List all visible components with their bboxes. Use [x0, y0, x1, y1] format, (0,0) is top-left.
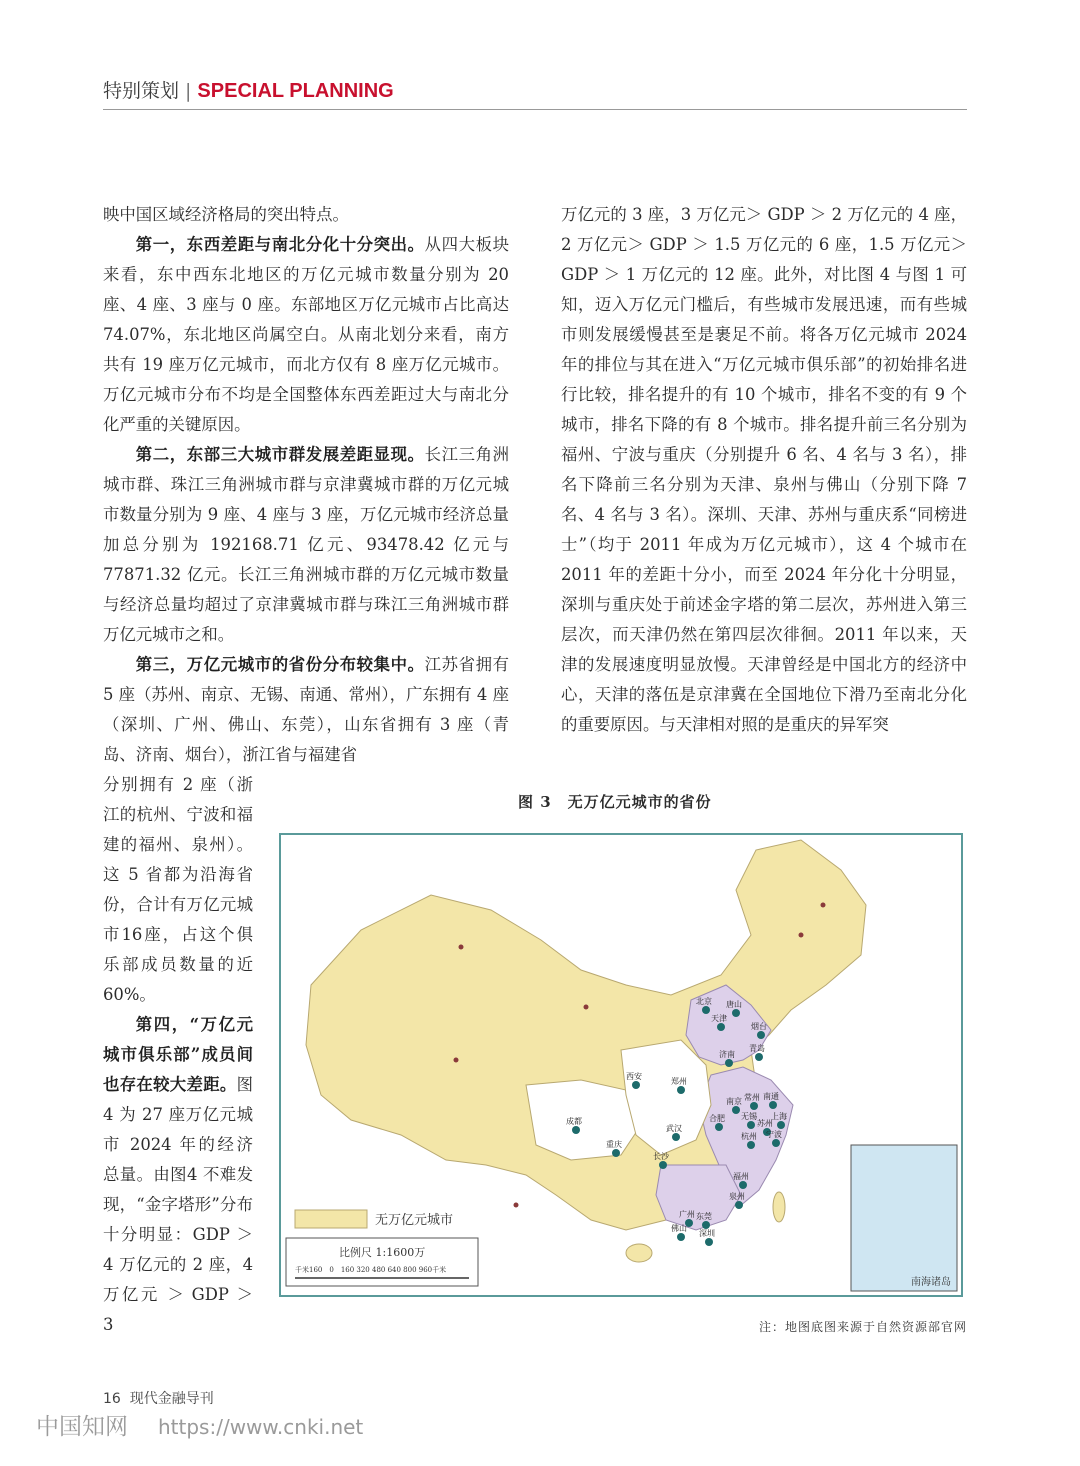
figure-title: 图 3 无万亿元城市的省份 [518, 793, 712, 811]
city-label: 北京 [696, 997, 712, 1006]
city-marker [757, 1031, 765, 1039]
journal-name: 现代金融导刊 [129, 1391, 214, 1407]
city-label: 烟台 [751, 1022, 767, 1031]
header-separator: | [185, 80, 192, 102]
city-marker [677, 1233, 685, 1241]
city-marker [735, 1201, 743, 1209]
city-marker [747, 1141, 755, 1149]
header-rule [103, 109, 967, 110]
city-marker [732, 1009, 740, 1017]
city-label: 重庆 [606, 1140, 622, 1149]
city-marker [672, 1133, 680, 1141]
city-label: 东莞 [696, 1212, 712, 1221]
city-label: 济南 [719, 1050, 735, 1059]
left-column [103, 200, 509, 770]
scale-ticks: 千米160 0 160 320 480 640 800 960千米 [295, 1266, 447, 1274]
legend-label: 无万亿元城市 [375, 1213, 454, 1228]
section-title-cn: 特别策划 [103, 80, 180, 102]
city-marker [702, 1221, 710, 1229]
city-label: 南京 [726, 1097, 742, 1106]
map-hainan [626, 1244, 652, 1262]
city-marker [739, 1181, 747, 1189]
city-marker [572, 1126, 580, 1134]
watermark [36, 1408, 363, 1441]
city-label: 苏州 [757, 1119, 773, 1128]
heading-fourth: 第四，“万亿元城市俱乐部”成员间也存在较大差距。 [103, 1015, 253, 1094]
map-west-city-region [526, 1080, 641, 1160]
city-label: 武汉 [666, 1124, 682, 1133]
watermark-brand: 中国知网 [36, 1414, 128, 1440]
map-no-city-region [306, 840, 866, 1230]
city-label: 成都 [566, 1117, 582, 1126]
scale-title: 比例尺 1:1600万 [339, 1246, 426, 1259]
section-title-en: SPECIAL PLANNING [197, 80, 394, 102]
paragraph-right: 万亿元的 3 座，3 万亿元＞ GDP ＞ 2 万亿元的 4 座，2 万亿元＞ GDP ＞ 1.5 万亿元的 6 座，1.5 万亿元＞ GDP ＞ 1 万亿元的 12 座。此外，对比图 4 与图 1 可知，迈入万亿元门槛后，有些城市发展迅速，而有些城市则发展缓慢甚至是裹足不前。将各万亿元城市 2024 年的排位与其在进入“万亿元城市俱乐部”的初始排名进行比较，排名提升的有 10 个城市，排名不变的有 9 个城市，排名下降的有 8 个城市。排名提升前三名分别为福州、宁波与重庆（分别提升 6 名、4 名与 3 名），排名下降前三名分别为天津、泉州与佛山（分别下降 7 名、4 名与 3 名）。深圳、天津、苏州与重庆系“同榜进士”（均于 2011 年成为万亿元城市），这 4 个城市在 2011 年的差距十分小，而至 2024 年分化十分明显，深圳与重庆处于前述金字塔的第二层次，苏州进入第三层次，而天津仍然在第四层次徘徊。2011 年以来，天津的发展速度明显放慢。天津曾经是中国北方的经济中心，天津的落伍是京津冀在全国地位下滑乃至南北分化的重要原因。与天津相对照的是重庆的异军突 [561, 205, 967, 734]
map-taiwan [773, 1192, 785, 1222]
left-narrow-column [103, 770, 253, 1340]
city-marker [717, 1023, 725, 1031]
city-label: 南通 [763, 1092, 779, 1101]
city-marker [747, 1121, 755, 1129]
city-marker [769, 1101, 777, 1109]
city-label: 杭州 [741, 1132, 757, 1141]
heading-third: 第三，万亿元城市的省份分布较集中。 [135, 655, 425, 674]
city-marker [725, 1059, 733, 1067]
city-label: 无锡 [741, 1112, 757, 1121]
city-marker [632, 1081, 640, 1089]
city-label: 唐山 [726, 1000, 742, 1009]
paragraph-second: 第二，东部三大城市群发展差距显现。长江三角洲城市群、珠江三角洲城市群与京津冀城市群的万亿元城市数量分别为 9 座、4 座与 3 座，万亿元城市经济总量加总分别为 192168.71 亿元、93478.42 亿元与 77871.32 亿元。长江三角洲城市群的万亿元城市数量与经济总量均超过了京津冀城市群与珠江三角洲城市群万亿元城市之和。 [103, 445, 510, 644]
city-label: 常州 [744, 1093, 760, 1102]
paragraph-intro: 映中国区域经济格局的突出特点。 [103, 205, 349, 224]
city-marker [702, 1006, 710, 1014]
city-label: 长沙 [653, 1152, 669, 1161]
city-label: 广州 [679, 1210, 695, 1219]
city-label: 佛山 [671, 1224, 687, 1233]
city-label: 西安 [626, 1072, 642, 1081]
watermark-url: https://www.cnki.net [158, 1415, 364, 1439]
city-label: 宁波 [766, 1130, 782, 1139]
city-label: 天津 [711, 1014, 727, 1023]
city-label: 泉州 [729, 1192, 745, 1201]
paragraph-third: 第三，万亿元城市的省份分布较集中。江苏省拥有 5 座（苏州、南京、无锡、南通、常州），广东拥有 4 座（深圳、广州、佛山、东莞），山东省拥有 3 座（青岛、济南、烟台），浙江省与福建省 [103, 655, 510, 764]
city-marker [659, 1161, 667, 1169]
city-marker [772, 1139, 780, 1147]
city-label: 福州 [733, 1172, 749, 1181]
heading-first: 第一，东西差距与南北分化十分突出。 [135, 235, 425, 254]
city-label: 合肥 [709, 1114, 725, 1123]
legend-swatch [295, 1210, 367, 1228]
city-marker [705, 1238, 713, 1246]
paragraph-first: 第一，东西差距与南北分化十分突出。从四大板块来看，东中西东北地区的万亿元城市数量分别为 20 座、4 座、3 座与 0 座。东部地区万亿元城市占比高达 74.07%，东北地区尚属空白。从南北划分来看，南方共有 19 座万亿元城市，而北方仅有 8 座万亿元城市。万亿元城市分布不均是全国整体东西差距过大与南北分化严重的关键原因。 [103, 235, 510, 434]
city-marker [732, 1106, 740, 1114]
city-marker [750, 1102, 758, 1110]
heading-second: 第二，东部三大城市群发展差距显现。 [135, 445, 425, 464]
city-marker [715, 1123, 723, 1131]
city-label: 郑州 [671, 1077, 687, 1086]
city-marker [777, 1121, 785, 1129]
right-column [561, 200, 967, 740]
china-map-svg [281, 835, 961, 1295]
city-marker [677, 1086, 685, 1094]
page-footer [103, 1388, 214, 1408]
page-number: 16 [103, 1391, 121, 1407]
page-header [103, 76, 394, 103]
figure-note: 注：地图底图来源于自然资源部官网 [758, 1320, 967, 1334]
inset-label: 南海诸岛 [911, 1277, 951, 1288]
china-map-figure [279, 833, 963, 1297]
paragraph-third-cont: 分别拥有 2 座（浙江的杭州、宁波和福建的福州、泉州）。这 5 省都为沿海省份，合计有万亿元城市16座，占这个俱乐部成员数量的近 60%。 [103, 775, 253, 1004]
city-marker [612, 1149, 620, 1157]
city-label: 青岛 [749, 1044, 765, 1053]
paragraph-fourth: 第四，“万亿元城市俱乐部”成员间也存在较大差距。图 4 为 27 座万亿元城市 2024 年的经济总量。由图4 不难发现，“金字塔形”分布十分明显：GDP ＞ 4 万亿元的 2 座，4 万亿元 ＞ GDP ＞ 3 [103, 1015, 253, 1334]
city-label: 上海 [771, 1112, 787, 1121]
city-label: 深圳 [699, 1229, 715, 1238]
inset-box [851, 1145, 957, 1291]
city-marker [755, 1053, 763, 1061]
